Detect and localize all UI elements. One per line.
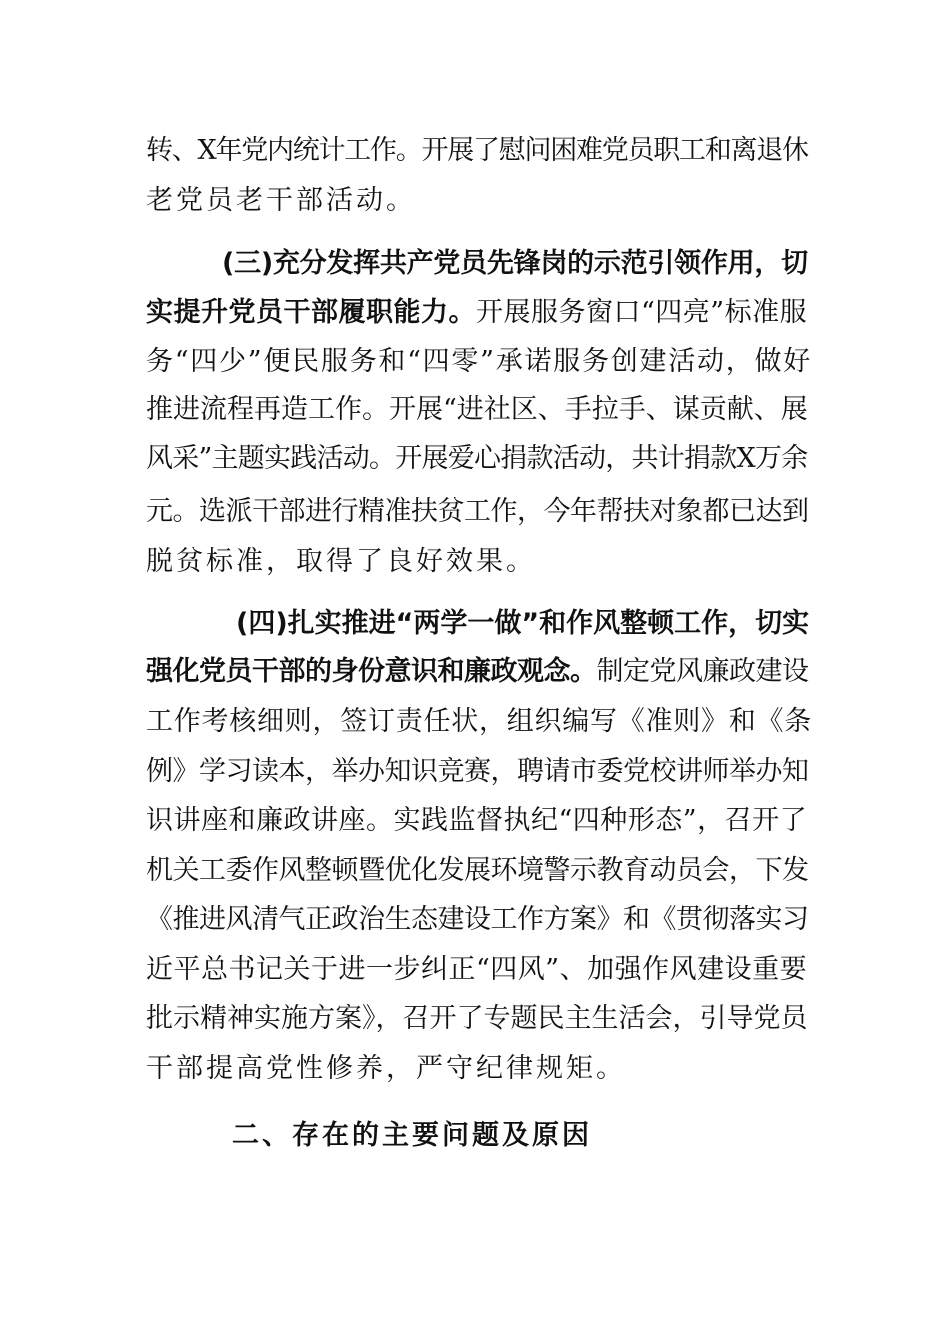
section3-heading-line2: 实提升党员干部履职能力。 — [146, 297, 476, 328]
section4-line8: 近平总书记关于进一步纠正“四风”、加强作风建设重要 — [146, 954, 808, 985]
section3-line6: 元。选派干部进行精准扶贫工作，今年帮扶对象都已达到 — [146, 496, 809, 527]
section4-line4: 例》学习读本，举办知识竞赛，聘请市委党校讲师举办知 — [146, 756, 809, 787]
section4-line6: 机关工委作风整顿暨优化发展环境警示教育动员会，下发 — [146, 855, 809, 886]
section4-line2-rest: 制定党风廉政建设 — [596, 656, 809, 687]
section4-heading-line1: (四)扎实推进“两学一做”和作风整顿工作，切实 — [236, 608, 810, 639]
section4-line10: 干部提高党性修养，严守纪律规矩。 — [146, 1053, 626, 1084]
section3-line2 — [146, 295, 807, 331]
section4-line7: 《推进风清气正政治生态建设工作方案》和《贯彻落实习 — [146, 904, 809, 935]
section-two-heading: 二、存在的主要问题及原因 — [232, 1120, 592, 1151]
section4-line2 — [146, 654, 809, 690]
section3-line3: 务“四少”便民服务和“四零”承诺服务创建活动，做好 — [146, 346, 812, 377]
section3-heading-line1: (三)充分发挥共产党员先锋岗的示范引领作用，切 — [222, 248, 808, 279]
section4-line3: 工作考核细则，签订责任状，组织编写《准则》和《条 — [146, 706, 812, 737]
section3-line2-rest: 开展服务窗口“四亮”标准服 — [476, 297, 808, 328]
section3-line4: 推进流程再造工作。开展“进社区、手拉手、谋贡献、展 — [146, 394, 808, 425]
intro-line-1: 转、X年党内统计工作。开展了慰问困难党员职工和离退休 — [146, 135, 808, 166]
section4-heading-line2: 强化党员干部的身份意识和廉政观念。 — [146, 656, 597, 687]
section4-line9: 批示精神实施方案》，召开了专题民主生活会，引导党员 — [146, 1003, 808, 1034]
section4-line5: 识讲座和廉政讲座。实践监督执纪“四种形态”，召开了 — [146, 805, 808, 836]
intro-line-2: 老党员老干部活动。 — [146, 185, 416, 216]
section3-line5: 风采”主题实践活动。开展爱心捐款活动，共计捐款X万余 — [146, 443, 808, 474]
section3-line7: 脱贫标准，取得了良好效果。 — [146, 546, 536, 577]
